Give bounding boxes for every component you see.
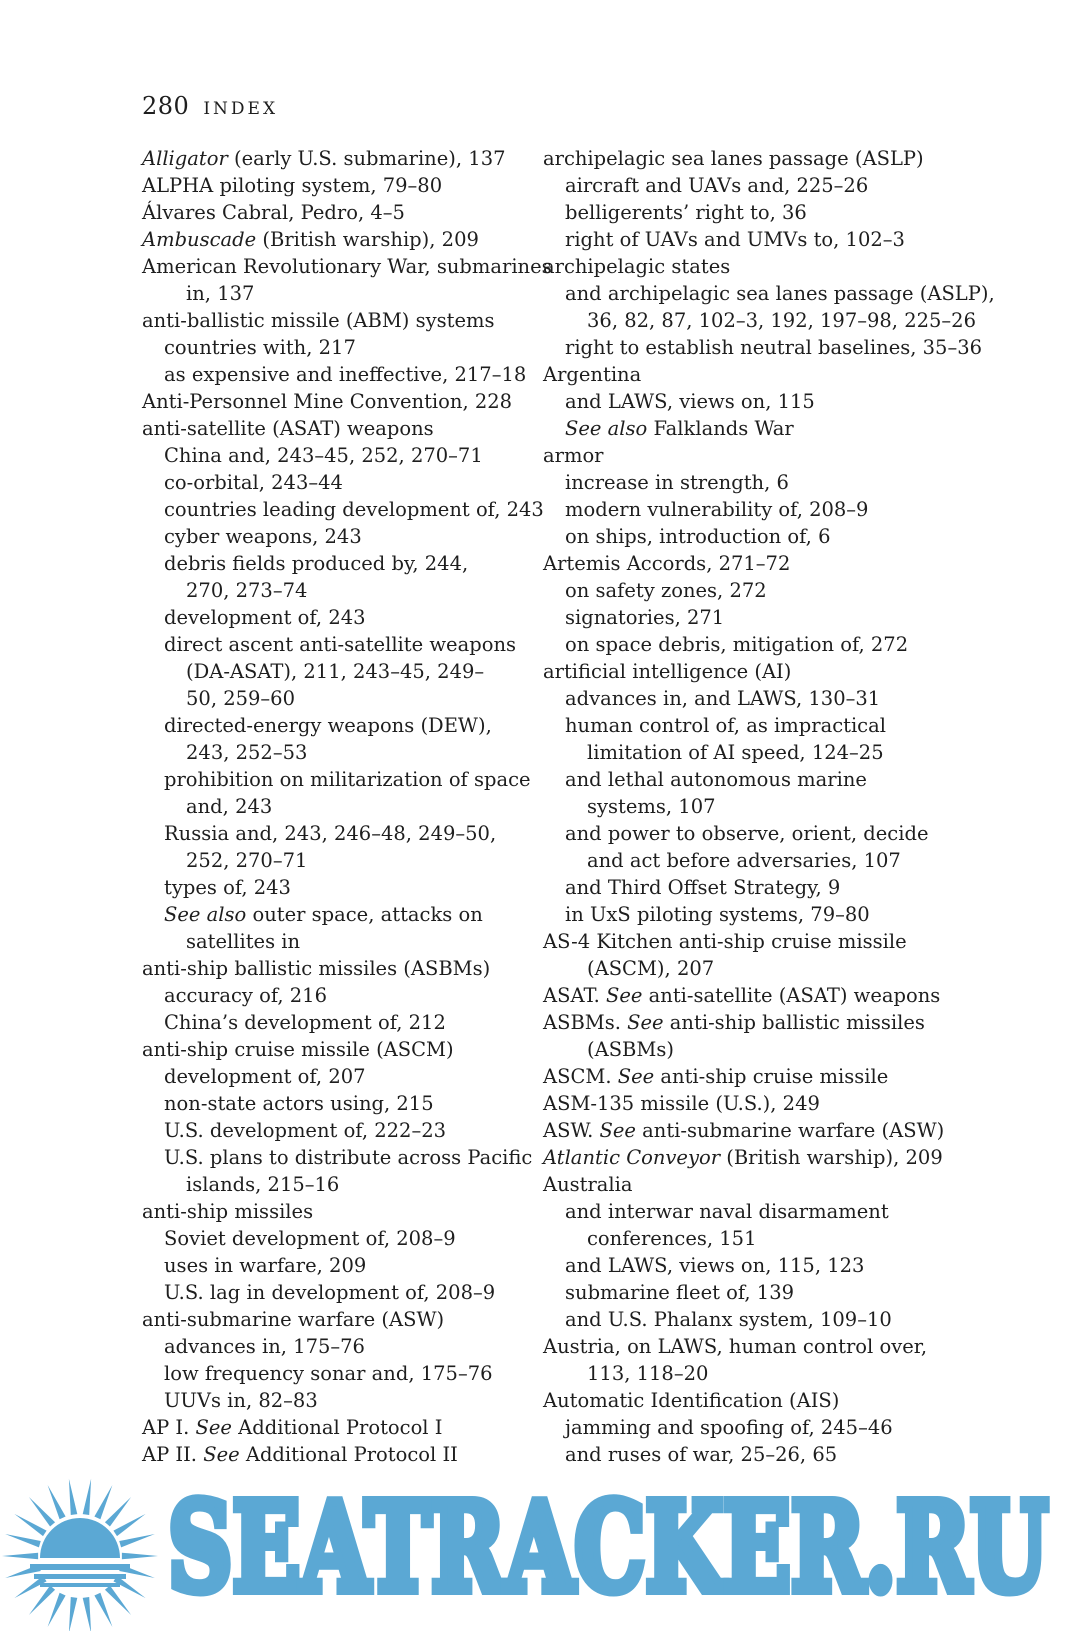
index-entry xyxy=(142,955,522,982)
index-subentry xyxy=(142,631,522,658)
index-entry xyxy=(543,1063,1013,1090)
sun-ray xyxy=(29,1497,55,1526)
entry-text: anti-satellite (ASAT) weapons xyxy=(142,417,434,440)
index-subentry xyxy=(142,1009,522,1036)
index-entry xyxy=(543,1090,1013,1117)
index-subentry xyxy=(142,658,522,685)
index-subentry xyxy=(142,1279,522,1306)
entry-text: cyber weapons, 243 xyxy=(164,525,362,548)
entry-text: conferences, 151 xyxy=(587,1227,757,1250)
entry-text: armor xyxy=(543,444,604,467)
page-header xyxy=(142,92,278,122)
entry-text: Álvares Cabral, Pedro, 4–5 xyxy=(142,201,405,224)
index-subentry xyxy=(543,1036,1013,1063)
index-subentry xyxy=(543,712,1013,739)
sun-ray xyxy=(105,1497,131,1526)
italic-text: See xyxy=(617,1065,655,1088)
entry-text: and, 243 xyxy=(186,795,273,818)
sun-ray xyxy=(2,1553,38,1560)
entry-text: Austria, on LAWS, human control over, xyxy=(543,1335,928,1358)
entry-text: Additional Protocol I xyxy=(231,1416,443,1439)
entry-text: (ASCM), 207 xyxy=(587,957,715,980)
sun-ray xyxy=(48,1593,66,1627)
sun-ray xyxy=(69,1479,77,1515)
index-subentry xyxy=(543,469,1013,496)
entry-text: anti-submarine warfare (ASW) xyxy=(635,1119,945,1142)
index-entry xyxy=(543,1144,1013,1171)
index-subentry xyxy=(543,1198,1013,1225)
sun-ray xyxy=(94,1485,112,1519)
index-entry xyxy=(142,172,522,199)
index-subentry xyxy=(543,1225,1013,1252)
entry-text: Additional Protocol II xyxy=(239,1443,458,1466)
entry-text: 252, 270–71 xyxy=(186,849,308,872)
entry-text: U.S. plans to distribute across Pacific xyxy=(164,1146,533,1169)
entry-text: ASCM. xyxy=(543,1065,618,1088)
index-subentry xyxy=(543,604,1013,631)
index-subentry xyxy=(543,415,1013,442)
index-subentry xyxy=(543,1360,1013,1387)
entry-text: and LAWS, views on, 115 xyxy=(565,390,815,413)
index-subentry xyxy=(142,361,527,388)
entry-text: direct ascent anti-satellite weapons xyxy=(164,633,517,656)
index-entry xyxy=(543,361,1013,388)
index-subentry xyxy=(142,766,531,793)
entry-text: anti-submarine warfare (ASW) xyxy=(142,1308,445,1331)
entry-text: and ruses of war, 25–26, 65 xyxy=(565,1443,838,1466)
index-entry xyxy=(142,1036,522,1063)
index-entry xyxy=(142,199,522,226)
index-subentry xyxy=(543,1414,1013,1441)
index-subentry xyxy=(142,280,522,307)
sun-ray xyxy=(14,1514,46,1536)
index-subentry xyxy=(142,739,522,766)
entry-text: satellites in xyxy=(186,930,301,953)
entry-text: archipelagic sea lanes passage (ASLP) xyxy=(543,147,924,170)
entry-text: right of UAVs and UMVs to, 102–3 xyxy=(565,228,905,251)
index-subentry xyxy=(543,226,1013,253)
entry-text: belligerents’ right to, 36 xyxy=(565,201,807,224)
entry-text: archipelagic states xyxy=(543,255,731,278)
entry-text: and power to observe, orient, decide xyxy=(565,822,929,845)
entry-text: Artemis Accords, 271–72 xyxy=(543,552,791,575)
entry-text: countries with, 217 xyxy=(164,336,356,359)
index-subentry xyxy=(543,199,1013,226)
entry-text: in, 137 xyxy=(186,282,255,305)
index-subentry xyxy=(142,1225,522,1252)
entry-text: ALPHA piloting system, 79–80 xyxy=(142,174,443,197)
sun-ray xyxy=(83,1597,91,1631)
entry-text: 50, 259–60 xyxy=(186,687,295,710)
index-entry xyxy=(543,928,1013,955)
index-entry xyxy=(142,1198,522,1225)
index-subentry xyxy=(142,982,522,1009)
entry-text: 36, 82, 87, 102–3, 192, 197–98, 225–26 xyxy=(587,309,976,332)
entry-text: AS-4 Kitchen anti-ship cruise missile xyxy=(543,930,907,953)
sun-ray xyxy=(113,1514,145,1536)
index-subentry xyxy=(142,1360,522,1387)
entry-text: on safety zones, 272 xyxy=(565,579,767,602)
entry-text: UUVs in, 82–83 xyxy=(164,1389,318,1412)
entry-text: development of, 207 xyxy=(164,1065,366,1088)
italic-text: See xyxy=(606,984,643,1007)
index-subentry xyxy=(543,901,1013,928)
index-subentry xyxy=(543,577,1013,604)
entry-text: countries leading development of, 243 xyxy=(164,498,544,521)
index-subentry xyxy=(543,1441,1013,1468)
index-subentry xyxy=(543,793,1013,820)
index-subentry xyxy=(142,523,522,550)
entry-text: and interwar naval disarmament xyxy=(565,1200,889,1223)
entry-text: submarine fleet of, 139 xyxy=(565,1281,795,1304)
entry-text: AP I. xyxy=(142,1416,196,1439)
index-subentry xyxy=(142,1117,522,1144)
entry-text: limitation of AI speed, 124–25 xyxy=(587,741,884,764)
index-subentry xyxy=(543,955,1013,982)
index-subentry xyxy=(543,631,1013,658)
entry-text: modern vulnerability of, 208–9 xyxy=(565,498,869,521)
entry-text: prohibition on militarization of space xyxy=(164,768,531,791)
watermark-text xyxy=(168,1478,1068,1606)
index-entry xyxy=(543,1387,1013,1414)
index-subentry xyxy=(543,874,1013,901)
entry-text: low frequency sonar and, 175–76 xyxy=(164,1362,493,1385)
italic-text: Ambuscade xyxy=(142,228,257,251)
italic-text: See xyxy=(599,1119,636,1142)
index-subentry xyxy=(543,1306,1013,1333)
entry-text: (ASBMs) xyxy=(587,1038,674,1061)
index-entry xyxy=(142,1441,522,1468)
index-entry xyxy=(142,1306,522,1333)
index-entry xyxy=(543,442,1013,469)
italic-text: Alligator xyxy=(142,147,228,170)
index-entry xyxy=(142,415,522,442)
italic-text: See also xyxy=(565,417,648,440)
entry-text: (early U.S. submarine), 137 xyxy=(227,147,506,170)
entry-text: advances in, 175–76 xyxy=(164,1335,365,1358)
entry-text: (British warship), 209 xyxy=(256,228,479,251)
index-entry xyxy=(543,253,1013,280)
entry-text: systems, 107 xyxy=(587,795,716,818)
entry-text: non-state actors using, 215 xyxy=(164,1092,434,1115)
entry-text: directed-energy weapons (DEW), xyxy=(164,714,492,737)
index-subentry xyxy=(543,307,1013,334)
index-column-right xyxy=(543,145,1013,1468)
entry-text: islands, 215–16 xyxy=(186,1173,340,1196)
entry-text: outer space, attacks on xyxy=(246,903,483,926)
index-subentry xyxy=(543,280,1013,307)
entry-text: Automatic Identification (AIS) xyxy=(543,1389,840,1412)
index-entry xyxy=(142,1414,522,1441)
entry-text: debris fields produced by, 244, xyxy=(164,552,469,575)
entry-text: aircraft and UAVs and, 225–26 xyxy=(565,174,869,197)
entry-text: development of, 243 xyxy=(164,606,366,629)
index-subentry xyxy=(142,685,522,712)
sun-ray xyxy=(5,1534,41,1547)
sun-ray xyxy=(113,1576,145,1598)
entry-text: 243, 252–53 xyxy=(186,741,308,764)
entry-text: human control of, as impractical xyxy=(565,714,886,737)
entry-text: jamming and spoofing of, 245–46 xyxy=(565,1416,893,1439)
entry-text: Falklands War xyxy=(647,417,794,440)
entry-text: anti-ship cruise missile xyxy=(654,1065,889,1088)
index-subentry xyxy=(142,577,522,604)
italic-text: See also xyxy=(164,903,247,926)
entry-text: advances in, and LAWS, 130–31 xyxy=(565,687,881,710)
entry-text: and act before adversaries, 107 xyxy=(587,849,901,872)
sun-ray xyxy=(119,1534,155,1547)
sun-ray xyxy=(14,1576,46,1598)
entry-text: ASW. xyxy=(543,1119,600,1142)
sun-ray xyxy=(122,1553,158,1560)
entry-text: and U.S. Phalanx system, 109–10 xyxy=(565,1308,892,1331)
entry-text: China and, 243–45, 252, 270–71 xyxy=(164,444,483,467)
index-entry xyxy=(543,1117,1013,1144)
sun-ray xyxy=(94,1593,112,1627)
index-subentry xyxy=(142,820,522,847)
index-subentry xyxy=(543,820,1013,847)
index-subentry xyxy=(543,685,1013,712)
entry-text: and archipelagic sea lanes passage (ASLP), xyxy=(565,282,995,305)
sun-ray xyxy=(48,1485,66,1519)
index-subentry xyxy=(142,928,522,955)
entry-text: ASM-135 missile (U.S.), 249 xyxy=(543,1092,820,1115)
index-entry xyxy=(543,982,1013,1009)
italic-text: See xyxy=(627,1011,664,1034)
entry-text: Soviet development of, 208–9 xyxy=(164,1227,456,1250)
entry-text: and LAWS, views on, 115, 123 xyxy=(565,1254,865,1277)
running-head: INDEX xyxy=(203,99,279,119)
index-entry xyxy=(142,145,522,172)
index-subentry xyxy=(543,847,1013,874)
index-entry xyxy=(543,145,1013,172)
entry-text: anti-ballistic missile (ABM) systems xyxy=(142,309,495,332)
index-entry xyxy=(543,658,1013,685)
sun-ray xyxy=(105,1585,131,1614)
entry-text: ASBMs. xyxy=(543,1011,628,1034)
index-subentry xyxy=(142,712,522,739)
index-subentry xyxy=(543,1279,1013,1306)
index-entry xyxy=(543,1009,1013,1036)
entry-text: increase in strength, 6 xyxy=(565,471,789,494)
entry-text: U.S. development of, 222–23 xyxy=(164,1119,447,1142)
index-subentry xyxy=(142,874,522,901)
entry-text: on ships, introduction of, 6 xyxy=(565,525,831,548)
entry-text: artificial intelligence (AI) xyxy=(543,660,792,683)
index-subentry xyxy=(142,901,522,928)
index-entry xyxy=(543,550,1013,577)
index-subentry xyxy=(142,604,522,631)
index-subentry xyxy=(543,523,1013,550)
entry-text: 270, 273–74 xyxy=(186,579,308,602)
entry-text: accuracy of, 216 xyxy=(164,984,327,1007)
entry-text: anti-ship missiles xyxy=(142,1200,314,1223)
entry-text: 113, 118–20 xyxy=(587,1362,709,1385)
entry-text: American Revolutionary War, submarines xyxy=(142,255,552,278)
entry-text: co-orbital, 243–44 xyxy=(164,471,343,494)
sun-ray xyxy=(69,1597,77,1631)
index-subentry xyxy=(142,1252,522,1279)
index-subentry xyxy=(142,469,522,496)
index-entry xyxy=(142,253,552,280)
entry-text: and lethal autonomous marine xyxy=(565,768,867,791)
entry-text: anti-ship ballistic missiles (ASBMs) xyxy=(142,957,491,980)
index-subentry xyxy=(142,1333,522,1360)
index-subentry xyxy=(543,496,1013,523)
index-entry xyxy=(142,307,522,334)
italic-text: See xyxy=(203,1443,240,1466)
index-subentry xyxy=(142,496,544,523)
index-subentry xyxy=(142,1144,533,1171)
entry-text: ASAT. xyxy=(543,984,606,1007)
entry-text: uses in warfare, 209 xyxy=(164,1254,367,1277)
entry-text: Argentina xyxy=(543,363,642,386)
index-subentry xyxy=(142,793,522,820)
index-entry xyxy=(543,1333,1013,1360)
entry-text: anti-satellite (ASAT) weapons xyxy=(642,984,941,1007)
index-subentry xyxy=(543,172,1013,199)
index-entry xyxy=(142,388,522,415)
index-subentry xyxy=(142,334,522,361)
index-subentry xyxy=(543,766,1013,793)
entry-text: China’s development of, 212 xyxy=(164,1011,446,1034)
italic-text: See xyxy=(195,1416,232,1439)
svg-text:SEATRACKER.RU: SEATRACKER.RU xyxy=(168,1478,1048,1606)
entry-text: in UxS piloting systems, 79–80 xyxy=(565,903,870,926)
entry-text: anti-ship cruise missile (ASCM) xyxy=(142,1038,454,1061)
index-column-left xyxy=(142,145,552,1468)
index-subentry xyxy=(543,334,1013,361)
italic-text: Atlantic Conveyor xyxy=(543,1146,721,1169)
index-entry xyxy=(142,226,522,253)
entry-text: (British warship), 209 xyxy=(720,1146,943,1169)
index-subentry xyxy=(543,739,1013,766)
index-subentry xyxy=(142,550,522,577)
entry-text: on space debris, mitigation of, 272 xyxy=(565,633,909,656)
sun-ray xyxy=(83,1479,91,1515)
index-subentry xyxy=(142,847,522,874)
sun-ray xyxy=(29,1585,55,1614)
entry-text: (DA-ASAT), 211, 243–45, 249– xyxy=(186,660,485,683)
entry-text: signatories, 271 xyxy=(565,606,725,629)
index-subentry xyxy=(142,1387,522,1414)
entry-text: AP II. xyxy=(142,1443,204,1466)
index-subentry xyxy=(142,1171,522,1198)
index-entry xyxy=(543,1171,1013,1198)
index-subentry xyxy=(543,388,1013,415)
entry-text: anti-ship ballistic missiles xyxy=(663,1011,925,1034)
index-subentry xyxy=(142,442,522,469)
index-subentry xyxy=(543,1252,1013,1279)
entry-text: U.S. lag in development of, 208–9 xyxy=(164,1281,496,1304)
entry-text: Australia xyxy=(543,1173,633,1196)
page-number: 280 xyxy=(142,92,190,120)
index-subentry xyxy=(142,1090,522,1117)
entry-text: Anti-Personnel Mine Convention, 228 xyxy=(142,390,513,413)
entry-text: and Third Offset Strategy, 9 xyxy=(565,876,841,899)
index-subentry xyxy=(142,1063,522,1090)
entry-text: right to establish neutral baselines, 35–36 xyxy=(565,336,983,359)
entry-text: Russia and, 243, 246–48, 249–50, xyxy=(164,822,497,845)
entry-text: types of, 243 xyxy=(164,876,291,899)
entry-text: as expensive and ineffective, 217–18 xyxy=(164,363,527,386)
